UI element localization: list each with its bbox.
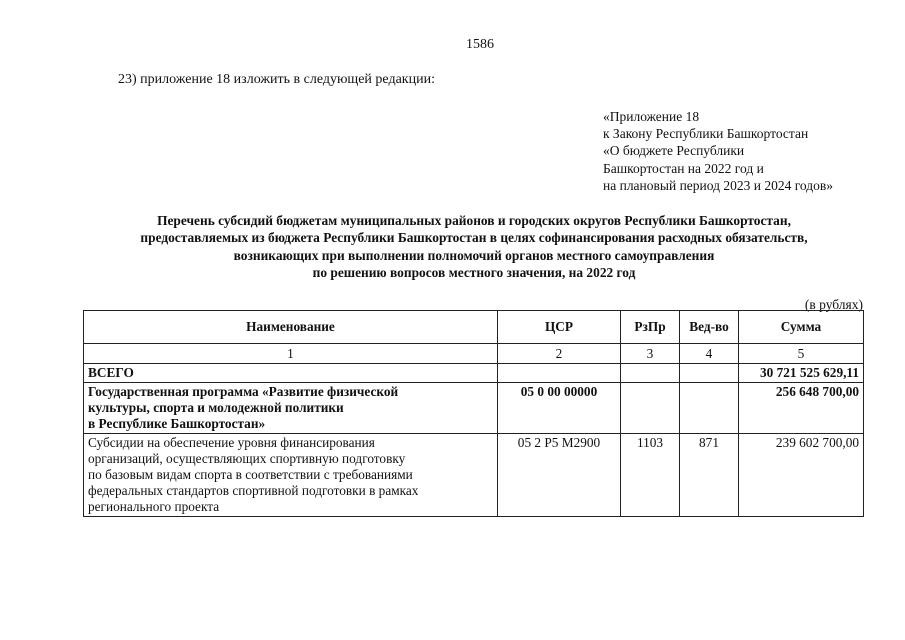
table-row-subsidy — [84, 434, 864, 517]
column-number-row — [84, 344, 864, 364]
title-line: по решению вопросов местного значения, на 2022 год — [312, 264, 636, 280]
program-name-line: Государственная программа «Развитие физической — [88, 384, 399, 399]
appendix-line: «О бюджете Республики — [603, 143, 745, 159]
appendix-reference — [603, 108, 833, 194]
subsidy-name — [84, 434, 498, 517]
column-number: 2 — [498, 344, 621, 364]
title-line: Перечень субсидий бюджетам муниципальных районов и городских округов Республики Башкортостан, — [157, 213, 791, 228]
appendix-line: «Приложение 18 — [603, 109, 700, 124]
program-amount: 256 648 700,00 — [739, 383, 864, 434]
subsidy-amount: 239 602 700,00 — [739, 434, 864, 517]
title-line: возникающих при выполнении полномочий органов местного самоуправления — [233, 247, 715, 263]
subsidy-csr: 05 2 P5 M2900 — [498, 434, 621, 517]
program-name-line: культуры, спорта и молодежной политики — [88, 400, 344, 415]
appendix-line: к Закону Республики Башкортостан — [603, 126, 809, 142]
total-amount: 30 721 525 629,11 — [739, 364, 864, 383]
empty-cell — [621, 383, 680, 434]
column-number: 5 — [739, 344, 864, 364]
empty-cell — [680, 364, 739, 383]
header-rzpr: РзПр — [621, 311, 680, 344]
header-csr: ЦСР — [498, 311, 621, 344]
header-amount: Сумма — [739, 311, 864, 344]
subsidy-name-line: по базовым видам спорта в соответствии с требованиями — [88, 467, 413, 482]
subsidy-rzpr: 1103 — [621, 434, 680, 517]
document-title — [80, 212, 868, 281]
subsidy-name-line: организаций, осуществляющих спортивную подготовку — [88, 451, 406, 466]
subsidy-name-line: федеральных стандартов спортивной подготовки в рамках — [88, 483, 419, 498]
subsidy-table — [83, 310, 864, 517]
empty-cell — [621, 364, 680, 383]
page-number: 1586 — [466, 37, 494, 52]
appendix-line: Башкортостан на 2022 год и — [603, 160, 764, 176]
table-header-row — [84, 311, 864, 344]
empty-cell — [498, 364, 621, 383]
table-row-program — [84, 383, 864, 434]
column-number: 4 — [680, 344, 739, 364]
total-label: ВСЕГО — [84, 364, 498, 383]
program-csr: 05 0 00 00000 — [498, 383, 621, 434]
appendix-line: на плановый период 2023 и 2024 годов» — [603, 177, 834, 193]
intro-paragraph: 23) приложение 18 изложить в следующей редакции: — [118, 72, 435, 87]
currency-note: (в рублях) — [804, 297, 863, 312]
program-name — [84, 383, 498, 434]
subsidy-ved: 871 — [680, 434, 739, 517]
table-row-total — [84, 364, 864, 383]
subsidy-name-line: Субсидии на обеспечение уровня финансирования — [88, 435, 375, 450]
subsidy-name-line: регионального проекта — [88, 499, 220, 514]
column-number: 3 — [621, 344, 680, 364]
empty-cell — [680, 383, 739, 434]
header-ved: Вед-во — [680, 311, 739, 344]
column-number: 1 — [84, 344, 498, 364]
title-line: предоставляемых из бюджета Республики Башкортостан в целях софинансирования расходных обязательств, — [140, 230, 808, 246]
program-name-line: в Республике Башкортостан» — [88, 416, 266, 431]
header-name: Наименование — [84, 311, 498, 344]
